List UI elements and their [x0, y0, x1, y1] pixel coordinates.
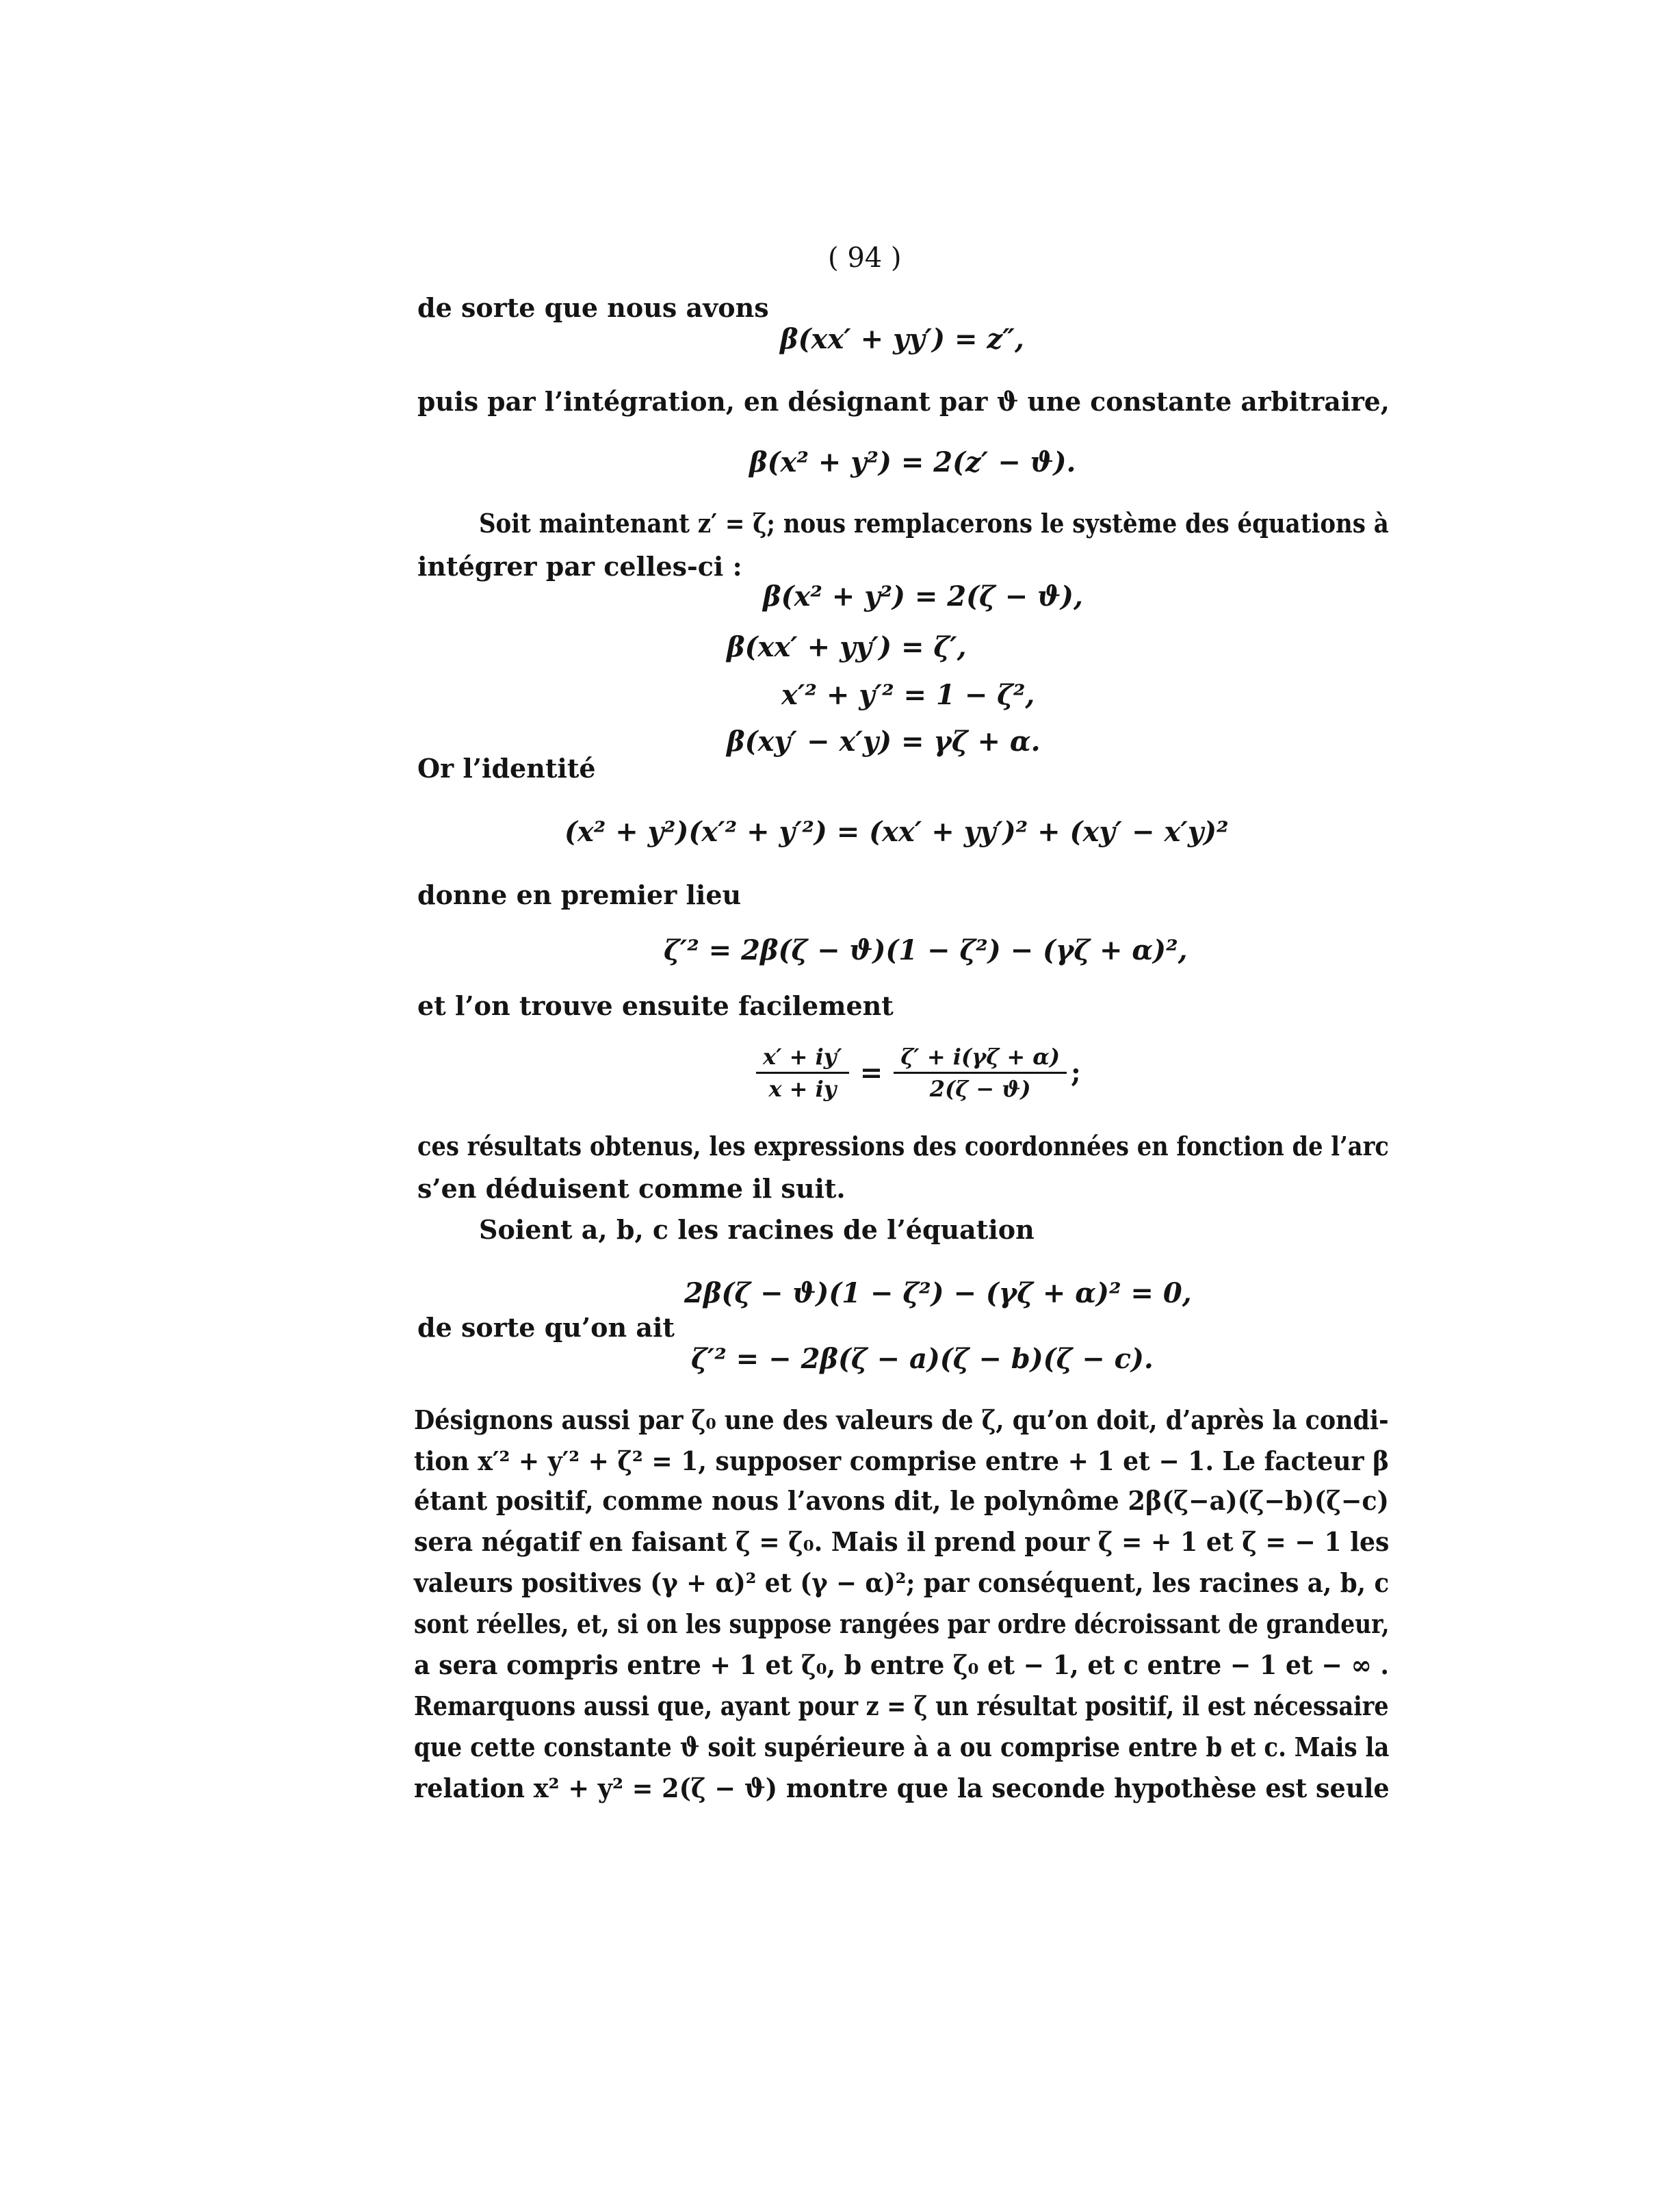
right-numerator: ζ′ + i(γζ + α) [894, 1042, 1067, 1074]
text-line: de sorte que nous avons [417, 292, 769, 323]
text-line: Soient a, b, c les racines de l’équation [479, 1214, 1035, 1245]
text-line: sont réelles, et, si on les suppose rangées par ordre décroissant de grandeur, [414, 1608, 1390, 1639]
equation: β(x² + y²) = 2(ζ − ϑ), [763, 580, 1083, 613]
text-line: sera négatif en faisant ζ = ζ₀. Mais il prend pour ζ = + 1 et ζ = − 1 les [414, 1526, 1390, 1557]
text-line: valeurs positives (γ + α)² et (γ − α)²; par conséquent, les racines a, b, c [414, 1567, 1390, 1598]
page-number: ( 94 ) [828, 242, 902, 274]
right-denominator: 2(ζ − ϑ) [929, 1076, 1031, 1102]
left-denominator: x + iy [768, 1076, 837, 1102]
equation: 2β(ζ − ϑ)(1 − ζ²) − (γζ + α)² = 0, [684, 1277, 1192, 1309]
equation: ζ′² = 2β(ζ − ϑ)(1 − ζ²) − (γζ + α)², [664, 934, 1188, 966]
text-line: Soit maintenant z′ = ζ; nous remplacerons le système des équations à [479, 508, 1389, 539]
left-numerator: x′ + iy′ [756, 1042, 849, 1074]
text-line: de sorte qu’on ait [417, 1312, 675, 1343]
text-line: donne en premier lieu [417, 879, 742, 910]
equals-sign: = [859, 1057, 883, 1089]
right-fraction [894, 1042, 1067, 1104]
equation: β(xy′ − x′y) = γζ + α. [727, 725, 1041, 758]
text-line: relation x² + y² = 2(ζ − ϑ) montre que la seconde hypothèse est seule [414, 1773, 1390, 1803]
equation: β(x² + y²) = 2(z′ − ϑ). [749, 446, 1076, 478]
equation: x′² + y′² = 1 − ζ², [781, 679, 1035, 711]
fraction-equation [756, 1042, 1081, 1104]
text-line: que cette constante ϑ soit supérieure à a ou comprise entre b et c. Mais la [414, 1732, 1390, 1762]
text-line: a sera compris entre + 1 et ζ₀, b entre ζ₀ et − 1, et c entre − 1 et − ∞ . [414, 1649, 1390, 1680]
equation: ζ′² = − 2β(ζ − a)(ζ − b)(ζ − c). [691, 1343, 1154, 1375]
text-line: intégrer par celles-ci : [417, 551, 742, 582]
equation: (x² + y²)(x′² + y′²) = (xx′ + yy′)² + (xy′ − x′y)² [564, 816, 1229, 848]
text-line: Désignons aussi par ζ₀ une des valeurs de ζ, qu’on doit, d’après la condi- [414, 1404, 1389, 1435]
equation: β(xx′ + yy′) = z″, [780, 323, 1024, 355]
semicolon: ; [1071, 1057, 1081, 1089]
text-line: tion x′² + y′² + ζ² = 1, supposer comprise entre + 1 et − 1. Le facteur β [414, 1445, 1390, 1476]
text-line: étant positif, comme nous l’avons dit, le polynôme 2β(ζ−a)(ζ−b)(ζ−c) [414, 1485, 1389, 1516]
equation: β(xx′ + yy′) = ζ′, [727, 631, 967, 663]
left-fraction [756, 1042, 849, 1104]
text-line: Remarquons aussi que, ayant pour z = ζ un résultat positif, il est nécessaire [414, 1690, 1389, 1721]
text-line: et l’on trouve ensuite facilement [417, 990, 894, 1021]
text-line: ces résultats obtenus, les expressions des coordonnées en fonction de l’arc [417, 1131, 1389, 1161]
text-line: s’en déduisent comme il suit. [417, 1173, 846, 1204]
text-line: Or l’identité [417, 753, 596, 784]
text-line: puis par l’intégration, en désignant par ϑ une constante arbitraire, [417, 386, 1390, 417]
